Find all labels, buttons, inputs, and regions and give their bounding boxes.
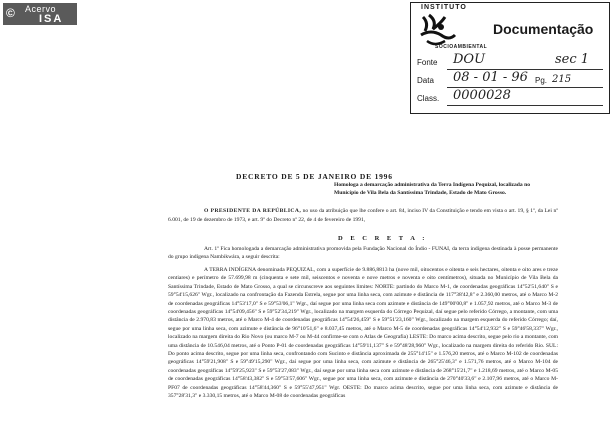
article-1-text: Art. 1º Fica homologada a demarcação administrativa promovida pela Fundação Nacional do Índio - FUNAI, da terra indígena destinada à posse permanente do grupo indígena Nambikwára, a seguir descrita: xyxy=(168,246,558,261)
stamp-institute-label: INSTITUTO xyxy=(421,4,467,11)
article-1-description xyxy=(168,266,558,428)
president-caps: O PRESIDENTE DA REPÚBLICA, xyxy=(204,208,302,214)
acervo-isa-logo xyxy=(3,3,77,25)
stamp-field-data xyxy=(415,70,605,89)
decree-title: DECRETO DE 5 DE JANEIRO DE 1996 xyxy=(236,172,393,181)
stamp-field-fonte xyxy=(415,52,605,71)
decree-preamble xyxy=(168,207,558,224)
data-value: 08 - 01 - 96 xyxy=(453,70,528,85)
decreta-heading: D E C R E T A : xyxy=(338,235,428,242)
copyright-icon: © xyxy=(6,6,15,20)
decree-summary: Homologa a demarcação administrativa da Terra Indígena Pequizal, localizada no Município de Vila Bela da Santíssima Trindade, Estado de Mato Grosso. xyxy=(334,182,530,196)
class-line xyxy=(447,105,603,106)
class-label: Class. xyxy=(417,94,440,103)
fonte-section: sec 1 xyxy=(555,52,590,67)
article-1 xyxy=(168,245,558,262)
logo-line-isa: ISA xyxy=(39,13,64,25)
page-value: 215 xyxy=(552,74,572,85)
documentation-stamp xyxy=(410,2,610,114)
stamp-title: Documentação xyxy=(493,21,594,37)
fonte-label: Fonte xyxy=(417,58,438,67)
article-1-description-text: A TERRA INDÍGENA denominada PEQUIZAL, com a superfície de 9.886,8813 ha (nove mil, oitocentos e oitenta e seis hectares, oitenta e oito ares e treze centiares) e perímetro de 57.699,98 m (cinquenta e sete mil, seiscentos e noventa e nove metros e noventa e oito centímetros), situada no Município de Vila Bela da Santíssima Trindade, Estado de Mato Grosso, a qual se circunscreve aos seguintes limites: NORTE: partindo do Marco M-1, de coordenadas geográficas 14°52'51,640" S e 59°54'15,626" Wgr., localizado na confrontação da Fazenda Estrela, segue por uma linha seca, com azimute e distância de 117°38'42,8" e 2.360,00 metros, até o Marco M-2 de coordenadas geográficas 14°53'17,0" S e 59°53'06,1" Wgr., daí segue por uma linha seca com azimute e distância de 149°00'00,8" e 1.057,92 metros, até o Marco M-3 de coordenadas geográficas 14°54'09,456" S e 59°52'34,219" Wgr., localizado na margem esquerda do Córrego Pequizal, daí segue pelo referido Córrego, a montante, com uma distância de 2.970,83 metros, até o Marco M-4 de coordenadas geográficas 14°54'26,459" S e 59°51'23,160" Wgr., localizado na margem esquerda do referido Córrego; daí, segue por uma linha seca, com azimute e distância de 96°10'51,6" e 8.037,45 metros, até o Marco M-5 de coordenadas geográficas 14°54'12,932" S e 59°46'58,337" Wgr., localizado na margem direita do Rio Novo (ou marco M-7 ou M-44 confirme-se com o Atlas de Geografia) LESTE: Do marco acima descrito, segue pelo rio a montante, com uma distância de 10.546,04 metros, até o Ponto P-01 de coordenadas geográficas 14°59'11,137" S e 59°48'28,960" Wgr., localizado na margem direita do referido Rio. SUL: Do ponto acima descrito, segue por uma linha seca, confrontando com Sucinto e distância aproximada de 255°14'15" e 1.576,20 metros, até o Marco M-102 de coordenadas geográficas 14°59'21,908" S e 59°49'15,290" Wgr., daí segue por uma linha seca, com azimute e distância de 265°25'46,3" e 1.571,76 metros, até o Marco M-104 de coordenadas geográficas 14°59'25,923" S e 59°53'27,083" Wgr., daí segue por uma linha seca com azimute e distância de 268°15'21,7" e 1.218,69 metros, até o Marco M-05 de coordenadas geográficas 14°58'43,382" S e 59°53'57,606" Wgr., segue por uma linha seca, com azimute e distância de 270°40'33,6" e 2.107,96 metros, até o Marco M-PF07 de coordenadas geográficas 14°58'44,360" S e 59°55'47,951" Wgr. OESTE: Do marco acima descrito, segue por uma linha seca, com azimute e distância de 357°28'31,3" e 3.330,15 metros, até o Marco M-08 de coordenadas geográficas xyxy=(168,267,558,400)
preamble-text: no uso da atribuição que lhe confere o art. 84, inciso IV da Constituição e tendo em vista o art. 19, § 1º, da Lei nº 6.001, de 19 de dezembro de 1973, e art. 9º do Decreto nº 22, de 4 de fevereiro de 1991, xyxy=(168,208,558,223)
logo-line-acervo: Acervo xyxy=(25,4,57,14)
stamp-field-class xyxy=(415,88,605,107)
fonte-value: DOU xyxy=(453,52,486,67)
class-value: 0000028 xyxy=(453,88,511,103)
data-label: Data xyxy=(417,76,434,85)
stamp-socio-label: SOCIOAMBIENTAL xyxy=(435,44,488,50)
page-label: Pg. xyxy=(535,76,548,85)
